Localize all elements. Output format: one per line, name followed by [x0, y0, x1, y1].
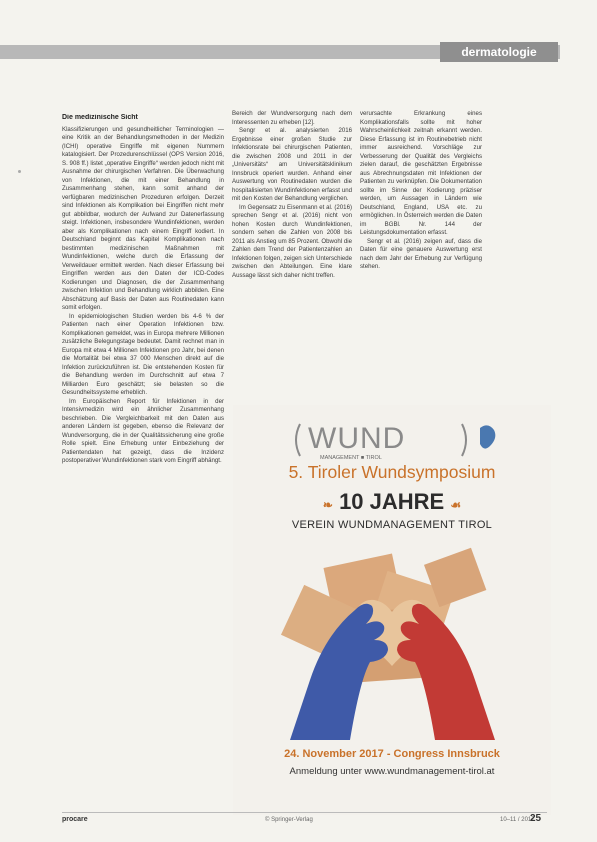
article-paragraph: Bereich der Wundversorgung nach dem Interessenten zu erheben [12].: [232, 110, 352, 126]
footer-publisher: © Springer-Verlag: [265, 817, 313, 823]
ad-title: 5. Tiroler Wundsymposium: [288, 462, 496, 482]
article-paragraph: In epidemiologischen Studien werden bis 4-6 % der Patienten nach einer Operation Infektionen bzw. Komplikationen gemeldet, was in Europa mehrere Millionen zusätzliche Belegungstage bedeutet. Damit rechnet man in Europa mit etwa 4 Millionen Infektionen pro Jahr, bei denen die Mortalität bei etwa 37 000 Menschen direkt auf die Infektion zurückzuführen ist. Die entstehenden Kosten für die Behandlung werden im Durchschnitt auf etwa 7 Milliarden Euro geschätzt; sie belasten so die Gesundheitssysteme erheblich.: [62, 312, 224, 396]
gloved-hands-heart-illustration: [270, 540, 515, 740]
wundmanagement-logo: [290, 418, 510, 462]
page-number: 25: [530, 813, 542, 824]
ad-subtitle: VEREIN WUNDMANAGEMENT TIROL: [291, 519, 493, 531]
logo-wordmark: WUND: [308, 422, 406, 455]
decorative-ornament-icon: ❧: [322, 498, 333, 512]
footer-divider: [62, 812, 547, 813]
article-heading: Die medizinische Sicht: [62, 114, 138, 121]
article-paragraph: Sengr et al. (2016) zeigen auf, dass die Daten für eine genauere Auswertung erst nach dem Jahr der Erhebung zur Verfügung stehen.: [360, 237, 482, 270]
binder-mark: [18, 170, 21, 173]
article-paragraph: Im Gegensatz zu Eisenmann et al. (2016) sprechen Sengr et al. (2016) nicht von hohen Kosten durch Wundinfektionen, sondern sehen die Zahlen von 2008 bis 2011 als Anstieg um 85 Prozent. Obwohl die Zahlen dem Trend der Patientenzahlen an Infektionen folgen, zeigen sich Unterschiede zwischen den Abteilungen. Eine klare Aussage lässt sich daher nicht treffen.: [232, 203, 352, 279]
article-paragraph: Sengr et al. analysierten 2016 Ergebnisse einer großen Studie zur Infektionsrate bei chirurgischen Patienten, die zwischen 2008 und 2011 in der „Universitäts“ am Universitätsklinikum Innsbruck operiert wurden. Anhand einer Auswertung von Routinedaten wurden die hospitalisierten Wundinfektionen erfasst und mit den Kosten der Behandlung verglichen.: [232, 127, 352, 202]
ad-anniversary-text: 10 JAHRE: [339, 489, 445, 514]
logo-subtext: MANAGEMENT ■ TIROL: [320, 455, 382, 461]
article-column-2: [232, 110, 352, 350]
ad-anniversary: [233, 489, 551, 515]
decorative-ornament-icon: ☙: [450, 498, 462, 512]
article-column-3: [360, 110, 482, 350]
footer-brand: procare: [62, 816, 88, 823]
hand-logo-icon: [480, 425, 495, 448]
article-paragraph: Klassifizierungen und gesundheitlicher Terminologien — eine Kritik an der Behandlungsmethoden in der Medizin (ICHI) operative Eingriffe mit eigenen Nummern katalogisiert. Der Prozedurenschlüssel (OPS Version 2016, S. 908 ff.) listet „operative Eingriffe“ werden jedoch nicht mit Ausnahme der chirurgischen Verfahren. Die Überwachung von Infektionen, die mit einer Behandlung in Zusammenhang stehen, kann somit anhand der verfügbaren medizinischen Prozeduren erfolgen. Derzeit sind Infektionen als Komplikation bei Eingriffen nicht mehr gut abbildbar, wodurch der Aufwand zur Datenerfassung steigt. Infektionen, insbesondere Wundinfektionen, werden aber als Komplikationen nach einem Eingriff kodiert. In Deutschland beginnt das Kapitel Komplikationen nach bestimmten medizinischen Maßnahmen mit Wundinfektionen, welche durch die Erfassung der Verweildauer ermittelt werden. Nach dieser Erfassung bei Eingriffen werden aus den Daten der ICD-Codes Kodierungen und Diagnosen, die der Zusammenhang zwischen Infektion und Behandlung wirklich abbilden. Eine Abschätzung auf Basis der Daten aus Routinedaten kann somit erfolgen.: [62, 125, 224, 311]
ad-event-date: 24. November 2017 - Congress Innsbruck: [284, 748, 500, 760]
section-label: dermatologie: [440, 42, 558, 62]
article-paragraph: Im Europäischen Report für Infektionen in der Intensivmedizin wird ein ähnlicher Zusammenhang beschrieben. Die Vergleichbarkeit mit den Daten aus anderen Ländern ist gegeben, ebenso die Relevanz der Wundversorgung, die in der Qualitätssicherung eine große Rolle spielt. Eine Erhebung unter Einbeziehung der Patientendaten hat gezeigt, dass die Inzidenz postoperativer Wundinfektionen stark vom Eingriff abhängt.: [62, 397, 224, 464]
article-paragraph: verursachte Erkrankung eines Komplikationsfalls sollte mit hoher Wahrscheinlichkeit zeitnah erkannt werden. Diese Erfassung ist im Routinebetrieb nicht immer ausreichend. Vorschläge zur Verbesserung der Qualität des Vergleichs zielen darauf, die geschätzten Ergebnisse aus Abrechnungsdaten mit Infektionen der Patienten zu verknüpfen. Die Dokumentation sollte im Sinne der Kodierung präziser werden, um Aussagen in Ländern wie Deutschland, England, USA etc. zu ermöglichen. In Österreich werden die Daten im BGBl. Nr. 144 der Leistungsdokumentation erfasst.: [360, 110, 482, 236]
footer-issue-date: 10–11 / 2017: [500, 817, 535, 823]
ad-registration-link[interactable]: Anmeldung unter www.wundmanagement-tirol.at: [289, 766, 495, 777]
article-column-1: [62, 114, 224, 812]
